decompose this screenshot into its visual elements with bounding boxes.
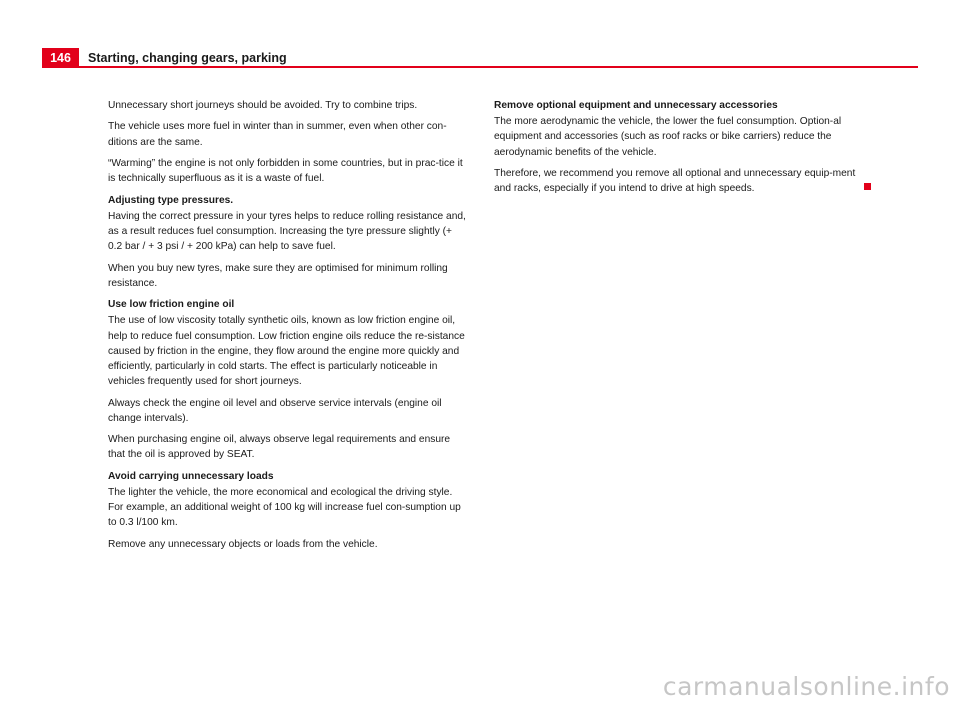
paragraph-short-journeys: Unnecessary short journeys should be avoided. Try to combine trips. (108, 100, 418, 111)
chapter-title: Starting, changing gears, parking (88, 51, 287, 65)
heading-unnecessary-loads: Avoid carrying unnecessary loads (108, 470, 274, 482)
right-column (494, 98, 864, 203)
header-rule (42, 66, 918, 68)
left-column (108, 98, 468, 558)
watermark: carmanualsonline.info (662, 672, 950, 701)
heading-optional-equipment: Remove optional equipment and unnecessary accessories (494, 100, 778, 111)
paragraph-remove-racks: Therefore, we recommend you remove all optional and unnecessary equip-ment and racks, especially if you intend to drive at high speeds. (494, 168, 856, 195)
paragraph-aerodynamics: The more aerodynamic the vehicle, the lower the fuel consumption. Option-al equipment and accessories (such as roof racks or bike carriers) reduce the aerodynamic benefits of the vehicle. (494, 116, 842, 158)
paragraph-oil-level: Always check the engine oil level and observe service intervals (engine oil change intervals). (108, 397, 442, 424)
paragraph-winter-fuel: The vehicle uses more fuel in winter than in summer, even when other con-ditions are the same. (108, 121, 447, 148)
section-end-marker (864, 183, 871, 190)
paragraph-remove-loads: Remove any unnecessary objects or loads from the vehicle. (108, 538, 378, 550)
paragraph-warming-engine: “Warming” the engine is not only forbidden in some countries, but in prac-tice it is technically superfluous as it is a waste of fuel. (108, 157, 463, 185)
paragraph-tyre-pressure: Having the correct pressure in your tyres helps to reduce rolling resistance and, as a result reduces fuel consumption. Increasing the tyre pressure slightly (+ 0.2 bar / + 3 psi / + 200 kPa) can help to save fuel. (108, 210, 466, 253)
page-number: 146 (42, 48, 79, 68)
paragraph-vehicle-weight: The lighter the vehicle, the more economical and ecological the driving style. For example, an additional weight of 100 kg will increase fuel con-sumption up to 0.3 l/100 km. (108, 486, 461, 529)
heading-engine-oil: Use low friction engine oil (108, 299, 235, 311)
heading-tyre-pressures: Adjusting type pressures. (108, 194, 234, 206)
paragraph-new-tyres: When you buy new tyres, make sure they are optimised for minimum rolling resistance. (108, 262, 448, 289)
paragraph-oil-approval: When purchasing engine oil, always observe legal requirements and ensure that the oil is approved by SEAT. (108, 434, 451, 461)
paragraph-low-viscosity-oil: The use of low viscosity totally synthetic oils, known as low friction engine oil, help to reduce fuel consumption. Low friction engine oils reduce the re-sistance caused by friction in the engine, they flow around the engine more quickly and efficiently, particularly in cold starts. The effect is particularly noticeable in vehicles frequently used for short journeys. (108, 315, 465, 388)
